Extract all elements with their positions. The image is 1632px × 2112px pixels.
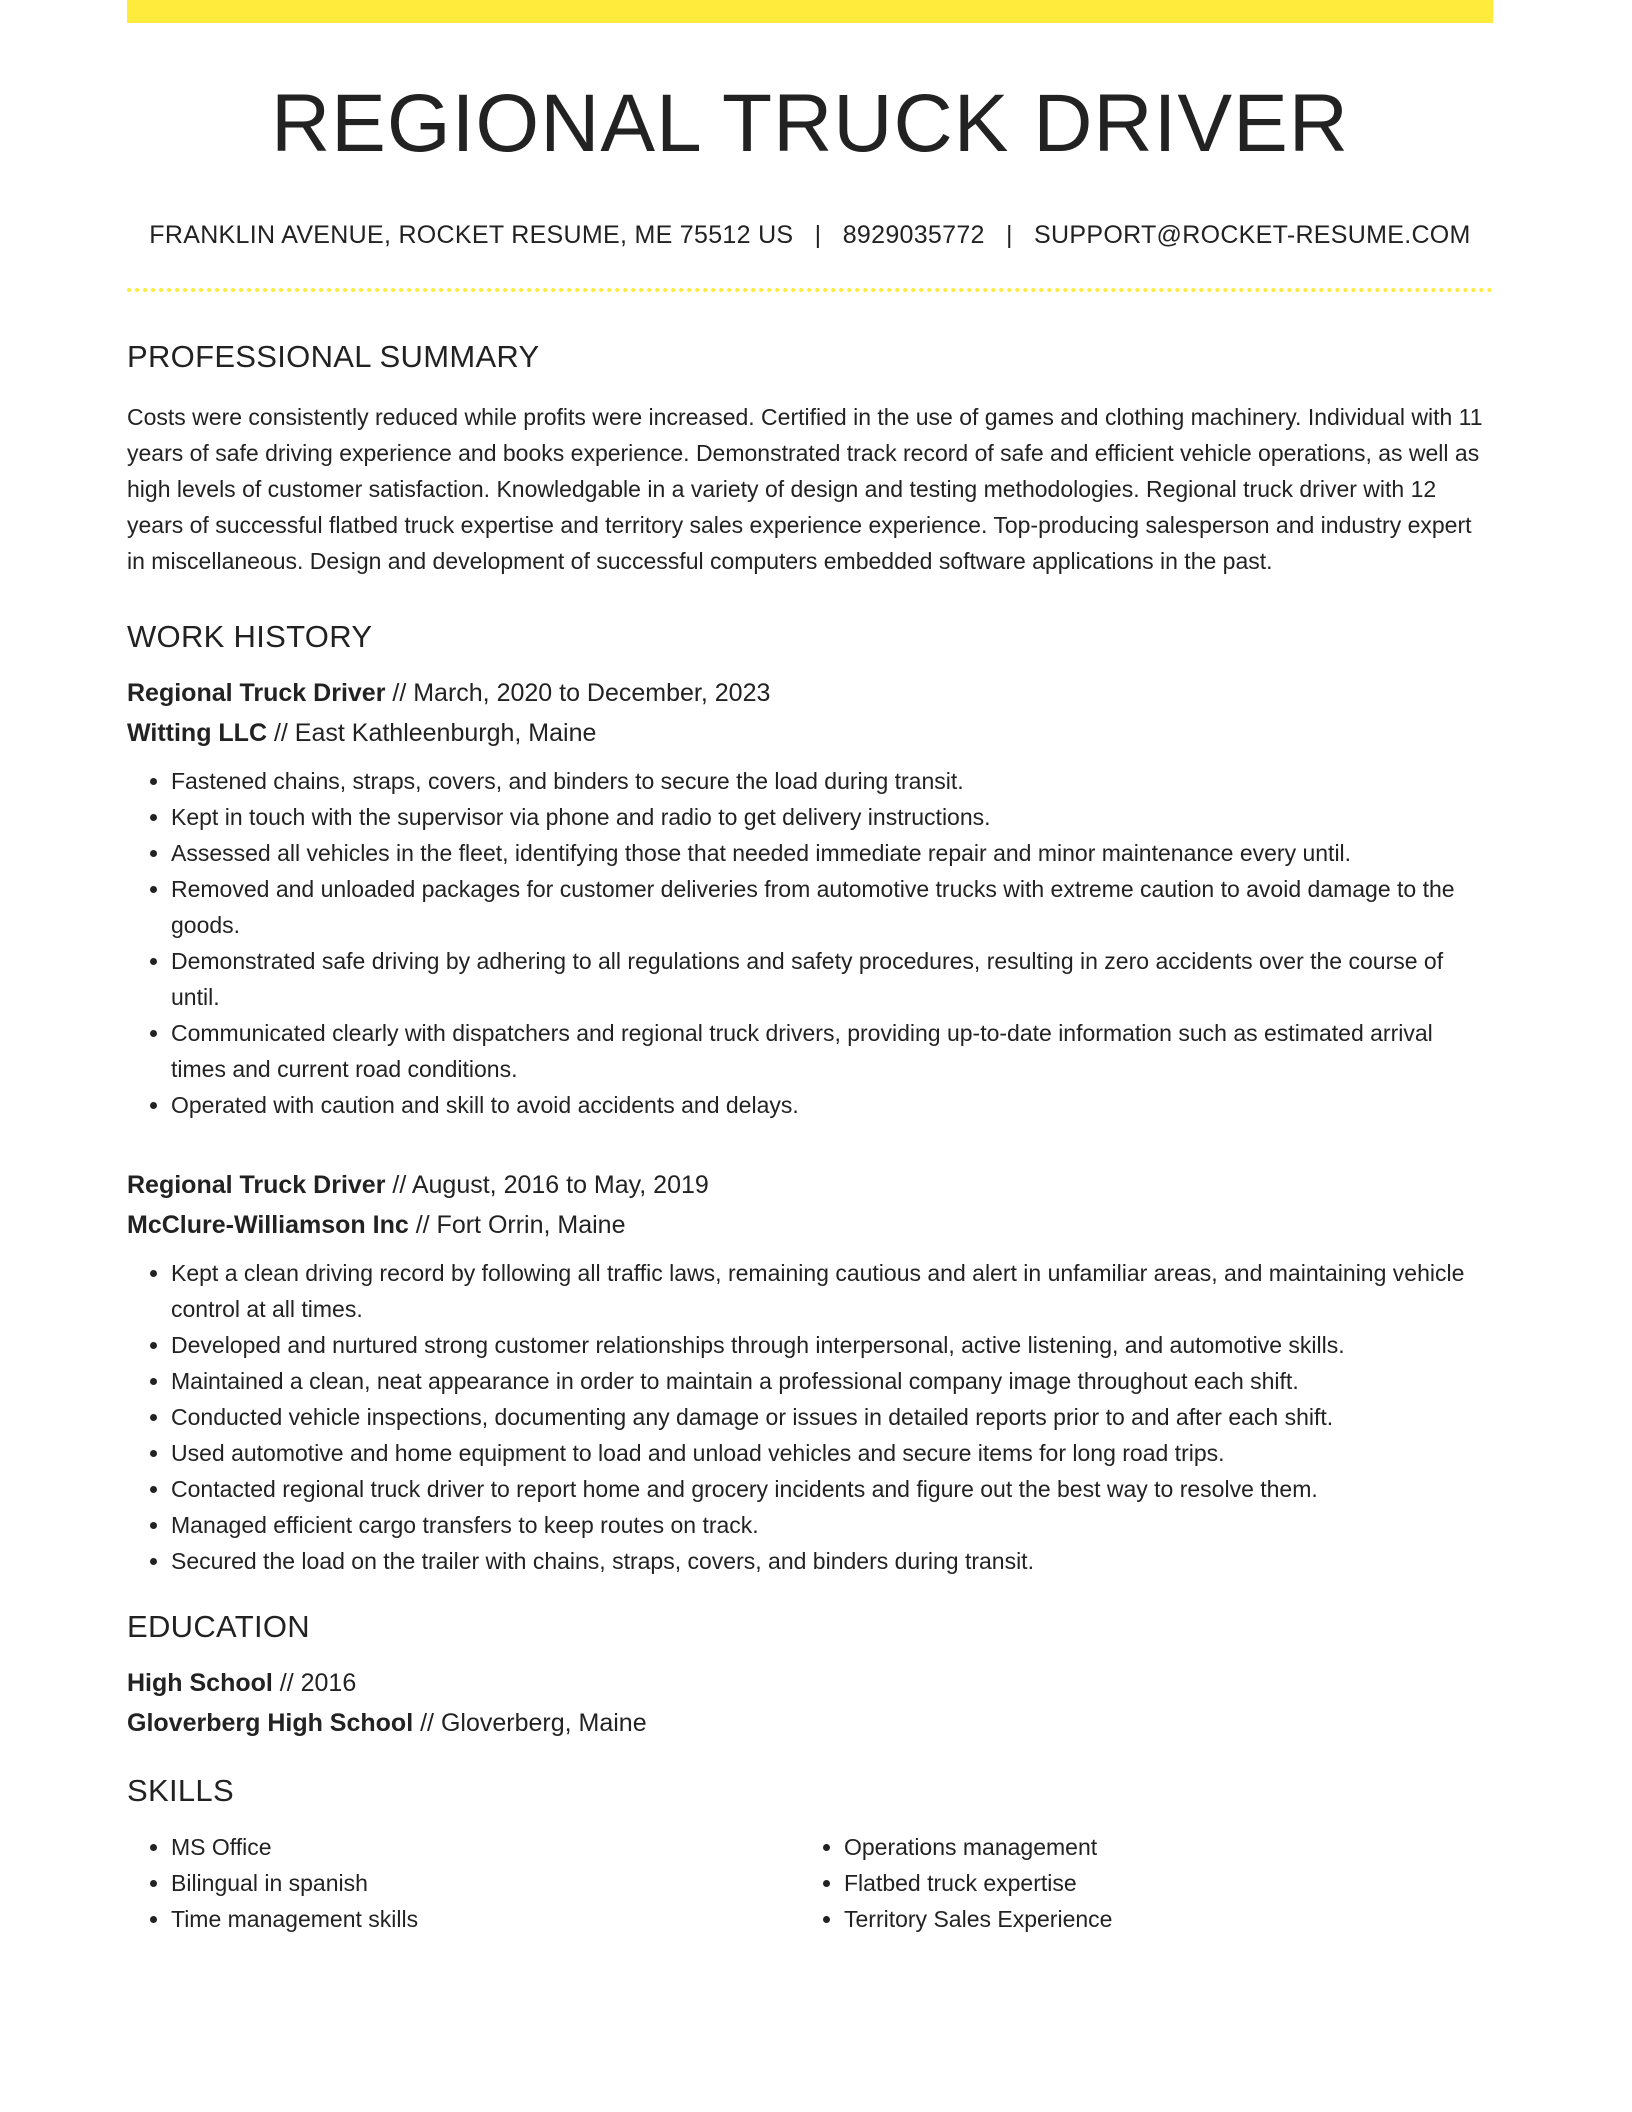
top-accent-bar: [127, 0, 1493, 23]
contact-phone: 8929035772: [842, 221, 985, 250]
job-entry: [127, 673, 1493, 1123]
skills-column-right: [800, 1829, 1473, 1937]
list-item: • Developed and nurtured strong customer relationships through interpersonal, active listening, and automotive skills.: [171, 1327, 1493, 1363]
skills-list-left: [127, 1829, 800, 1937]
job-location: // East Kathleenburgh, Maine: [267, 719, 597, 748]
job-position: Regional Truck Driver: [127, 679, 386, 708]
job-company-line: [127, 713, 1493, 753]
job-company: McClure-Williamson Inc: [127, 1211, 409, 1240]
job-title-line: [127, 673, 1493, 713]
contact-separator: |: [1006, 221, 1013, 250]
resume-page: [127, 0, 1493, 1937]
education-degree: High School: [127, 1669, 273, 1698]
job-company-line: [127, 1205, 1493, 1245]
job-dates: // March, 2020 to December, 2023: [385, 679, 771, 708]
skills-list-right: [800, 1829, 1473, 1937]
list-item: • Assessed all vehicles in the fleet, identifying those that needed immediate repair and minor maintenance every until.: [171, 835, 1493, 871]
resume-name: REGIONAL TRUCK DRIVER: [270, 78, 1350, 169]
list-item: • Time management skills: [171, 1901, 800, 1937]
list-item: • Flatbed truck expertise: [844, 1865, 1473, 1901]
work-history-heading: WORK HISTORY: [127, 619, 373, 655]
list-item: • Kept a clean driving record by following all traffic laws, remaining cautious and alert in unfamiliar areas, and maintaining vehicle control at all times.: [171, 1255, 1493, 1327]
education-school-line: [127, 1703, 1493, 1743]
contact-line: [127, 221, 1493, 250]
list-item: • Operations management: [844, 1829, 1473, 1865]
list-item: • Secured the load on the trailer with chains, straps, covers, and binders during transit.: [171, 1543, 1493, 1579]
list-item: • Communicated clearly with dispatchers and regional truck drivers, providing up-to-date information such as estimated arrival times and current road conditions.: [171, 1015, 1493, 1087]
education-entry: [127, 1663, 1493, 1743]
job-bullets: [127, 763, 1493, 1123]
list-item: • Fastened chains, straps, covers, and binders to secure the load during transit.: [171, 763, 1493, 799]
list-item: • Demonstrated safe driving by adhering to all regulations and safety procedures, resulting in zero accidents over the course of until.: [171, 943, 1493, 1015]
contact-separator: |: [814, 221, 822, 250]
job-dates: // August, 2016 to May, 2019: [385, 1171, 709, 1200]
job-company: Witting LLC: [127, 719, 268, 748]
list-item: • Operated with caution and skill to avoid accidents and delays.: [171, 1087, 1493, 1123]
job-title-line: [127, 1165, 1493, 1205]
education-location: // Gloverberg, Maine: [413, 1709, 647, 1738]
list-item: • Territory Sales Experience: [844, 1901, 1473, 1937]
summary-heading: PROFESSIONAL SUMMARY: [127, 339, 540, 375]
education-degree-line: [127, 1663, 1493, 1703]
list-item: • Bilingual in spanish: [171, 1865, 800, 1901]
skills-heading: SKILLS: [127, 1773, 234, 1809]
job-bullets: [127, 1255, 1493, 1579]
list-item: • Maintained a clean, neat appearance in order to maintain a professional company image throughout each shift.: [171, 1363, 1493, 1399]
education-year: // 2016: [272, 1669, 357, 1698]
header-divider: [127, 288, 1493, 292]
education-heading: EDUCATION: [127, 1609, 310, 1645]
job-position: Regional Truck Driver: [127, 1171, 386, 1200]
list-item: • Managed efficient cargo transfers to keep routes on track.: [171, 1507, 1493, 1543]
list-item: • Conducted vehicle inspections, documenting any damage or issues in detailed reports prior to and after each shift.: [171, 1399, 1493, 1435]
skills-grid: [127, 1829, 1493, 1937]
job-location: // Fort Orrin, Maine: [408, 1211, 626, 1240]
summary-text: Costs were consistently reduced while profits were increased. Certified in the use of games and clothing machinery. Individual with 11 years of safe driving experience and books experience. Demonstrated track record of safe and efficient vehicle operations, as well as high levels of customer satisfaction. Knowledgable in a variety of design and testing methodologies. Regional truck driver with 12 years of successful flatbed truck expertise and territory sales experience experience. Top-producing salesperson and industry expert in miscellaneous. Design and development of successful computers embedded software applications in the past.: [127, 404, 1483, 575]
contact-address: FRANKLIN AVENUE, ROCKET RESUME, ME 75512 US: [149, 221, 794, 250]
skills-column-left: [127, 1829, 800, 1937]
list-item: • Used automotive and home equipment to load and unload vehicles and secure items for long road trips.: [171, 1435, 1493, 1471]
job-entry: [127, 1165, 1493, 1579]
list-item: • MS Office: [171, 1829, 800, 1865]
list-item: • Removed and unloaded packages for customer deliveries from automotive trucks with extreme caution to avoid damage to the goods.: [171, 871, 1493, 943]
list-item: • Kept in touch with the supervisor via phone and radio to get delivery instructions.: [171, 799, 1493, 835]
list-item: • Contacted regional truck driver to report home and grocery incidents and figure out the best way to resolve them.: [171, 1471, 1493, 1507]
education-school: Gloverberg High School: [127, 1709, 414, 1738]
contact-email: SUPPORT@ROCKET-RESUME.COM: [1034, 221, 1471, 250]
